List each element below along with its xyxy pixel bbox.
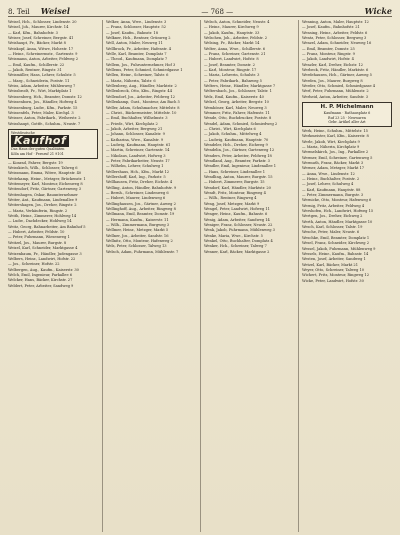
directory-entry: Wernig, Fritz, Arbeiter, Feldweg 4 xyxy=(302,203,365,208)
directory-entry: Weisser, Anton, Fabrikarb., Weiherstr. 2 xyxy=(8,116,81,121)
directory-entry: Wessel, Jakob, Fuhrmann, Mühlenweg 9 xyxy=(302,246,376,251)
directory-entry: — Ludwig, Kaufmann, Hauptstr. 61 xyxy=(106,142,171,147)
michelmann-line-2: Ruf 23 25 · Neuwaren xyxy=(328,115,366,120)
directory-entry: — Nikolaus, Landwirt, Hofweg 3 xyxy=(106,153,166,158)
directory-entry: Wendel, Adam, Schmied, Schmiedweg 2 xyxy=(204,121,278,126)
directory-entry: Werle, Jakob, Wirt, Kirchplatz 9 xyxy=(302,139,360,144)
directory-entry: Weitendorf, Fritz, Gärtner, Gartenweg 3 xyxy=(8,187,81,192)
directory-entry: Weisskirch, Wilh., Schlosser, Talweg 6 xyxy=(8,166,78,170)
directory-entry: Weiser, Josef, Schreiner, Bergstr. 41 xyxy=(8,36,74,41)
directory-entry: Werder, Otto, Schmied, Schmiedgasse 4 xyxy=(302,84,376,89)
directory-entry: Wichert, Fritz, Monteur, Ringweg 12 xyxy=(302,273,370,278)
directory-entry: — Heinr., Maurer, Kirchweg 9 xyxy=(204,25,259,30)
directory-entry: Wellem, Jos., Fuhrunternehmer, Hof 3 xyxy=(106,62,176,67)
directory-entry: Weisshaupt, Gottfr., Schuhm., Neustr. 7 xyxy=(8,121,81,126)
kaufhof-top-line: Westdeutsche xyxy=(11,130,35,135)
directory-entry: Wenig, Adam, Arbeiter, Sandweg 14 xyxy=(204,217,270,222)
directory-entry: Wicke, Peter, Landwirt, Hofstr. 30 xyxy=(302,278,364,283)
directory-entry: Wessels, Heinr., Kaufm., Bahnstr. 14 xyxy=(302,251,369,256)
directory-entry: — Ludwig, Kaufmann, Hauptstr. 70 xyxy=(204,137,269,142)
directory-entry: — Wilh., Rentner, Ringweg 4 xyxy=(204,196,257,201)
directory-entry: Welle, Karl, Beamter, Domplatz 7 xyxy=(106,52,167,57)
directory-entry: Wendeler, Hch., Dreher, Eichweg 9 xyxy=(204,142,268,147)
directory-entry: Wellbrock, Fr., Arbeiter, Hafenstr. 4 xyxy=(106,46,172,51)
directory-entry: Werbeck, Fritz, Händler, Marktstr. 6 xyxy=(302,68,369,73)
directory-entry: Wendling, Anton, Maurer, Burgstr. 15 xyxy=(204,174,273,179)
directory-entry: Weschke, Emil, Beamter, Domplatz 1 xyxy=(302,235,370,240)
directory-entry: — Christ., Bäckermeister, Mittelstr. 10 xyxy=(106,110,177,115)
directory-entry: Wellmer, Heinr., Metzger, Markt 5 xyxy=(106,228,169,233)
directory-entry: — Jakob, Arbeiter, Bergweg 21 xyxy=(106,126,163,131)
directory-entry: Wershofen, Hch., Landwirt, Hofweg 15 xyxy=(302,209,374,214)
directory-entry: Welkner, Hch., Rentner, Grünweg 2 xyxy=(106,36,171,41)
directory-entry: — Franz, Schlosser, Hauptstr. 52 xyxy=(106,25,166,30)
directory-entry: — Konrad, Fahrer, Bergstr. 19 xyxy=(8,160,63,165)
directory-entry: Wendland, Aug., Beamter, Parkstr. 3 xyxy=(204,158,270,163)
directory-entry: Weltersbach, Jos., Schlosser, Talstr. 1 xyxy=(204,89,272,94)
directory-entry: Weiter, Ant., Kaufmann, Lindenallee 9 xyxy=(8,198,78,203)
directory-entry: Wertgen, Jos., Dreher, Eichweg 2 xyxy=(302,214,363,219)
directory-entry: — Martin, Schreiner, Gartenstr. 14 xyxy=(106,148,170,153)
directory-entry: Wenger, Heinr., Kaufm., Bahnstr. 6 xyxy=(204,212,268,217)
directory-entry: — Emil, Buchhalter, Wilhelmstr. 3 xyxy=(106,116,168,121)
directory-entry: Weniger, Franz, Schlosser, Neustr. 22 xyxy=(204,223,273,228)
column-3 xyxy=(200,20,294,532)
michelmann-line-3: Gebr. Artikel aller Art xyxy=(328,120,366,125)
directory-entry: Wellems, Peter, Schmied, Schmiedgasse 1 xyxy=(106,68,183,73)
directory-entry: Wesch, Karl, Schlosser, Talstr. 19 xyxy=(302,225,363,230)
directory-entry: Welsing, Fr., Bäcker, Markt 14 xyxy=(204,41,260,46)
directory-entry: Wenzel, Adam, Schneider, Neuweg 16 xyxy=(302,41,372,46)
column-4 xyxy=(298,20,392,532)
directory-entry: Welling, Anton, Händler, Bahnhofstr. 9 xyxy=(106,185,177,190)
directory-entry: Weiskopf, Anna, Witwe, Hohestr. 17 xyxy=(8,46,74,51)
directory-entry: Wenner, Karl, Bäcker, Marktgasse 2 xyxy=(204,249,270,254)
directory-entry: — Maria, Näherin, Kirchplatz 9 xyxy=(302,144,360,149)
directory-entry: Weismann, Anton, Arbeiter, Feldweg 2 xyxy=(8,57,78,62)
directory-entry: Wenzler, Karl, Dreher, Eichstr. 12 xyxy=(302,62,363,67)
directory-entry: Wermelskirch, Jos., Ing., Parkallee 2 xyxy=(302,150,369,155)
directory-entry: Wendler, Emil, Ingenieur, Lindenallee 1 xyxy=(204,164,277,169)
directory-entry: Wesche, Peter, Maler, Neustr. 6 xyxy=(302,230,360,235)
directory-entry: — Peter, Zimmermann, Burgstr. 3 xyxy=(302,193,364,198)
directory-entry: — Karl, Monteur, Ringstr. 17 xyxy=(204,68,257,73)
directory-entry: — Maria, Lehrerin, Schulstr. 3 xyxy=(204,73,260,78)
directory-entry: — Peter, Fuhrmann, Wiesenweg 1 xyxy=(8,235,70,240)
directory-entry: Welzel, Georg, Arbeiter, Bergstr. 10 xyxy=(204,100,269,105)
page-header xyxy=(8,6,392,17)
directory-entry: Weitershagen, Jos., Dreher, Ringstr. 2 xyxy=(8,203,77,208)
directory-entry: Weissmann, Emma, Witwe, Hauptstr. 40 xyxy=(8,171,82,176)
directory-entry: — Hans, Schreiner, Lindenallee 1 xyxy=(204,169,266,174)
column-2 xyxy=(102,20,196,532)
kaufhof-advertisement xyxy=(8,129,98,159)
directory-entry: Wellner, Jos., Arbeiter, Sandstr. 16 xyxy=(106,233,169,238)
directory-entry: — Josef, Kaufm., Bahnhofstr. 21 xyxy=(302,25,360,30)
directory-entry: — Karl, Kfm., Bahnhofstr. 3 xyxy=(8,30,58,35)
page-number: — 768 — xyxy=(201,8,234,16)
header-left xyxy=(8,6,70,17)
directory-entry: — Jakob, Rentner, Ringstr. 31 xyxy=(8,68,62,73)
directory-entry: Weitekamp, Heinr., Metzger, Brückenstr. 1 xyxy=(8,176,86,181)
column-1 xyxy=(8,20,98,532)
directory-entry: Werf, Peter, Fuhrmann, Mühlenstr. 2 xyxy=(302,89,369,94)
directory-entry: Wensing, Heinr., Arbeiter, Feldstr. 6 xyxy=(302,30,368,35)
directory-entry: Werth, Anton, Händler, Marktgasse 10 xyxy=(302,219,373,224)
directory-entry: Welsch, Anton, Schneider, Neustr. 4 xyxy=(204,20,270,24)
directory-entry: Wellershaus, Hch., Kfm., Markt 12 xyxy=(106,169,170,174)
directory-entry: Weitzel, Jos., Maurer, Burgstr. 8 xyxy=(8,240,67,245)
directory-entry: — Jos., Schreiner, Hofstr. 22 xyxy=(8,262,60,267)
kaufhof-logo: Kaufhof xyxy=(11,135,69,147)
directory-entry: Welters, Heinr., Händler, Marktgasse 7 xyxy=(204,84,276,89)
michelmann-name: H. P. Michelmann xyxy=(320,104,374,111)
directory-entry: — Franz, Schreiner, Gartenstr. 21 xyxy=(204,52,266,57)
directory-entry: Wellhausen, Fritz, Dreher, Eichstr. 4 xyxy=(106,180,173,185)
directory-entry: — Jakob, Landwirt, Hofstr. 4 xyxy=(302,57,354,62)
directory-entry: Werden, Jos., Maurer, Burgweg 8 xyxy=(302,78,363,83)
directory-entry: Weissenberg, Hch., Beamter, Domstr. 12 xyxy=(8,94,82,99)
directory-entry: Weldert, Peter, Arbeiter, Sandweg 9 xyxy=(8,283,74,288)
directory-entry: Weizenbaum, Fr., Händler, Judengasse 3 xyxy=(8,251,82,256)
first-name-heading: Weisel xyxy=(40,6,70,16)
directory-entry: Welz, Emil, Kaufm., Kaiserstr. 40 xyxy=(204,94,264,99)
directory-entry: Wenke, Maria, Wwe., Kirchstr. 5 xyxy=(204,233,263,238)
directory-entry: — Anna, Wwe., Lindenstr. 12 xyxy=(302,171,355,176)
directory-entry: Wellenberg, Aug., Händler, Marktstr. 2 xyxy=(106,84,177,89)
directory-entry: — Christ., Wirt, Kirchplatz 6 xyxy=(204,126,256,131)
directory-entry: Weisel, Joh., Maurer, Kirchstr. 14 xyxy=(8,25,69,30)
directory-entry: Well, Anton, Maler, Neuweg 11 xyxy=(106,41,163,46)
directory-entry: Wendt, Fritz, Monteur, Ringweg 4 xyxy=(204,191,266,195)
directory-entry: Welter, Anna, Wwe., Schillerstr. 6 xyxy=(204,46,266,51)
directory-entry: Wemmer, Fritz, Fahrer, Hafenstr. 11 xyxy=(204,110,270,115)
directory-entry: — Peter, Fabrikarbeiter, Neustr. 17 xyxy=(106,158,170,163)
directory-entry: — Katharina, Wwe., Kanalstr. 9 xyxy=(106,137,164,142)
directory-entry: Wellnitz, Otto, Monteur, Hafenweg 2 xyxy=(106,239,173,244)
directory-entry: Wellendorf, Jos., Arbeiter, Feldweg 12 xyxy=(106,94,175,99)
directory-entry: Welschen, Joh., Arbeiter, Feldstr. 2 xyxy=(204,36,268,41)
directory-entry: Wentz, Peter, Schlosser, Bergweg 3 xyxy=(302,36,367,41)
directory-entry: Weissenborn, Jos., Händler, Hofweg 4 xyxy=(8,100,77,105)
directory-entry: Wellenkamp, Gust., Monteur, Am Bach 5 xyxy=(106,100,180,105)
directory-entry: Wengel, Peter, Landwirt, Hofweg 11 xyxy=(204,207,270,212)
directory-entry: Wellinghoff, Aug., Arbeiter, Ringweg 8 xyxy=(106,207,176,212)
directory-entry: — Josef, Kaufm., Bahnstr. 18 xyxy=(106,30,158,35)
directory-entry: Wels, Peter, Schlosser, Talweg 13 xyxy=(106,244,167,249)
directory-entry: Weishaupt, Fr., Bäcker, Markt 8 xyxy=(8,41,66,46)
directory-entry: Wenker, Hch., Schreiner, Talweg 7 xyxy=(204,244,267,249)
directory-entry: Weitz, Georg, Bahnarbeiter, Am Bahnhof 5 xyxy=(8,224,86,229)
directory-entry: — Emil, Kaufm., Schillerstr. 22 xyxy=(8,62,65,67)
directory-entry: Werner, Adam, Metzger, Markt 17 xyxy=(302,166,365,171)
directory-entry: Welsch, Adam, Fuhrmann, Mühlenstr. 7 xyxy=(106,249,179,254)
directory-entry: — Karl, Kaufmann, Hauptstr. 88 xyxy=(302,187,361,192)
directory-entry: Weyer, Otto, Schreiner, Talweg 10 xyxy=(302,267,365,272)
directory-entry: — Bernh., Schreiner, Lindenweg 6 xyxy=(106,191,169,195)
directory-entry: — Hubert, Maurer, Lindenweg 6 xyxy=(106,196,166,201)
michelmann-advertisement xyxy=(302,102,392,127)
directory-entry: — Jakob, Schuhm., Mittelweg 4 xyxy=(204,132,262,137)
directory-entry: Weizel, Karl, Schneider, Marktgasse 4 xyxy=(8,246,78,251)
directory-entry: — Hubert, Landwirt, Hofstr. 8 xyxy=(204,57,259,62)
directory-entry: Wermuth, Franz, Bäcker, Markt 3 xyxy=(302,161,364,165)
directory-entry: Werheid, Anton, Arbeiter, Sandstr. 3 xyxy=(302,94,369,99)
directory-entry: Weissenfels, Peter, Maler, Kirchpl. 3 xyxy=(8,110,74,115)
kaufhof-slogan: Das Haus der guten Qualitäten xyxy=(11,147,65,152)
directory-entry: Wenders, Peter, Arbeiter, Feldweg 18 xyxy=(204,153,272,158)
directory-entry: — Jakob, Kaufm., Hauptstr. 33 xyxy=(204,30,260,35)
directory-entry: — Maria, Näherin, Talstr. 6 xyxy=(106,78,156,83)
michelmann-line-1: Kaufmann · Rathausplatz 6 xyxy=(323,111,371,116)
directory-entry: — Josef, Beamter, Domstr. 2 xyxy=(204,62,255,67)
directory-entry: Wendorf, Karl, Händler, Marktstr. 20 xyxy=(204,185,271,190)
directory-entry: — Maria, Verkäuferin, Ringstr. 2 xyxy=(8,208,68,213)
directory-entry: — Heinr., Buchhalter, Poststr. 2 xyxy=(302,177,360,182)
directory-entry: — Theod., Kaufmann, Domplatz 7 xyxy=(106,57,168,62)
directory-entry: Weitenhagen, Oskar, Bauunternehmer xyxy=(8,192,78,197)
directory-entry: — Friedr., Wirt, Kirchplatz 2 xyxy=(106,121,158,126)
directory-entry: Wemhöner, Karl, Maler, Neuweg 3 xyxy=(204,105,267,110)
directory-entry: Werk, Heinr., Schuhm., Mittelstr. 15 xyxy=(302,128,368,133)
directory-entry: Welch, Emil, Ingenieur, Parkallee 6 xyxy=(8,272,72,277)
directory-entry: Wellershoff, Karl, Ing., Parkstr. 5 xyxy=(106,174,166,179)
directory-entry: Wernicke, Otto, Monteur, Hafenweg 6 xyxy=(302,198,372,203)
directory-entry: Wendelin, Jos., Gärtner, Gartenweg 12 xyxy=(204,148,275,153)
directory-entry: Weismüller, Hans, Lehrer, Schulstr. 5 xyxy=(8,73,76,78)
directory-entry: Weitemeyer, Karl, Monteur, Eichenweg 8 xyxy=(8,182,83,187)
directory-entry: Weng, Josef, Metzger, Markt 9 xyxy=(204,201,260,206)
directory-entry: Weissbrodt, Fr., Wirt, Marktplatz 1 xyxy=(8,89,72,94)
directory-entry: Wenk, Jakob, Fuhrmann, Mühlenweg 3 xyxy=(204,228,275,233)
directory-entry: Westen, Josef, Arbeiter, Sandweg 1 xyxy=(302,257,366,262)
directory-entry: Welbers, Heinr., Landwirt, Hofstr. 22 xyxy=(8,256,76,261)
directory-entry: Weiss, Adam, Arbeiter, Mühlenweg 7 xyxy=(8,84,76,89)
kaufhof-address: Köln am Hof · Fernruf 21 9101 xyxy=(11,152,64,157)
directory-entry: Werdehausen, Hch., Gärtner, Auweg 5 xyxy=(302,73,372,78)
directory-entry: Wenkel, Otto, Buchhalter, Domplatz 4 xyxy=(204,239,273,244)
directory-entry: Wermer, Emil, Schreiner, Gartenweg 5 xyxy=(302,155,373,160)
directory-entry: Weissenburg, Ludw., Kfm., Parkstr. 15 xyxy=(8,105,78,110)
directory-entry: Welker, Anna, Wwe., Lindenstr. 3 xyxy=(106,20,167,24)
directory-entry: Wellenbrock, Otto, Kfm., Ringstr. 44 xyxy=(106,89,172,94)
last-name-heading: Wicke xyxy=(364,6,392,16)
directory-entry: Weith, Heinr., Zimmerer, Hohlweg 14 xyxy=(8,214,77,219)
directory-columns xyxy=(8,20,392,532)
directory-entry: — Hubert, Arbeiter, Feldstr. 10 xyxy=(8,230,65,235)
directory-entry: Weller, Adam, Schuhmacher, Mittelstr. 8 xyxy=(106,105,180,110)
directory-entry: Wetzel, Karl, Bäcker, Markt 21 xyxy=(302,262,358,267)
directory-entry: — Marg., Schneiderin, Poststr. 11 xyxy=(8,78,70,83)
directory-entry: Welbergen, Aug., Kaufm., Kaiserstr. 30 xyxy=(8,267,79,272)
directory-entry: — Hubert, Zimmerer, Burgstr. 15 xyxy=(204,180,265,185)
directory-entry: — Hermann, Kaufm., Kaiserstr. 11 xyxy=(106,217,169,222)
directory-entry: — Wilhelm, Lehrer, Schulweg 1 xyxy=(106,164,164,169)
directory-entry: Wellmann, Emil, Beamter, Domstr. 19 xyxy=(106,212,175,217)
directory-entry: — Emil, Beamter, Domstr. 25 xyxy=(302,46,355,51)
directory-entry: — Heinr., Schreinermstr., Gartenstr. 9 xyxy=(8,52,78,57)
directory-entry: Wende, Otto, Buchdrucker, Poststr. 8 xyxy=(204,116,272,121)
directory-entry: — Johann, Schlosser, Kanalstr. 9 xyxy=(106,132,165,137)
directory-entry: — Franz, Monteur, Ringstr. 9 xyxy=(302,52,355,57)
directory-entry: — Wilh., Zimmermann, Burgweg 3 xyxy=(106,223,170,228)
directory-entry: — Josef, Lehrer, Schulweg 4 xyxy=(302,182,354,187)
directory-entry: — Peter, Fabrikarb., Bahnweg 5 xyxy=(204,78,262,83)
directory-entry: Wellinghausen, Jos., Gärtner, Auweg 2 xyxy=(106,201,176,206)
directory-entry: Wesel, Franz, Schneider, Kirchweg 2 xyxy=(302,241,370,246)
directory-entry: Welcker, Hans, Bäcker, Kirchstr. 27 xyxy=(8,278,73,283)
directory-entry: Werkmeister, Karl, Kfm., Kaiserstr. 8 xyxy=(302,134,369,139)
directory-entry: Weisel, Hch., Schlosser, Lindenstr. 20 xyxy=(8,20,77,24)
part-label: 8. Teil xyxy=(8,8,30,16)
directory-entry: Wellen, Heinr., Schreiner, Talstr. 6 xyxy=(106,73,169,78)
directory-entry: Wenning, Anton, Maler, Hauptstr. 12 xyxy=(302,20,369,24)
directory-entry: — Ludw., Dachdecker, Hohlweg 14 xyxy=(8,219,72,224)
